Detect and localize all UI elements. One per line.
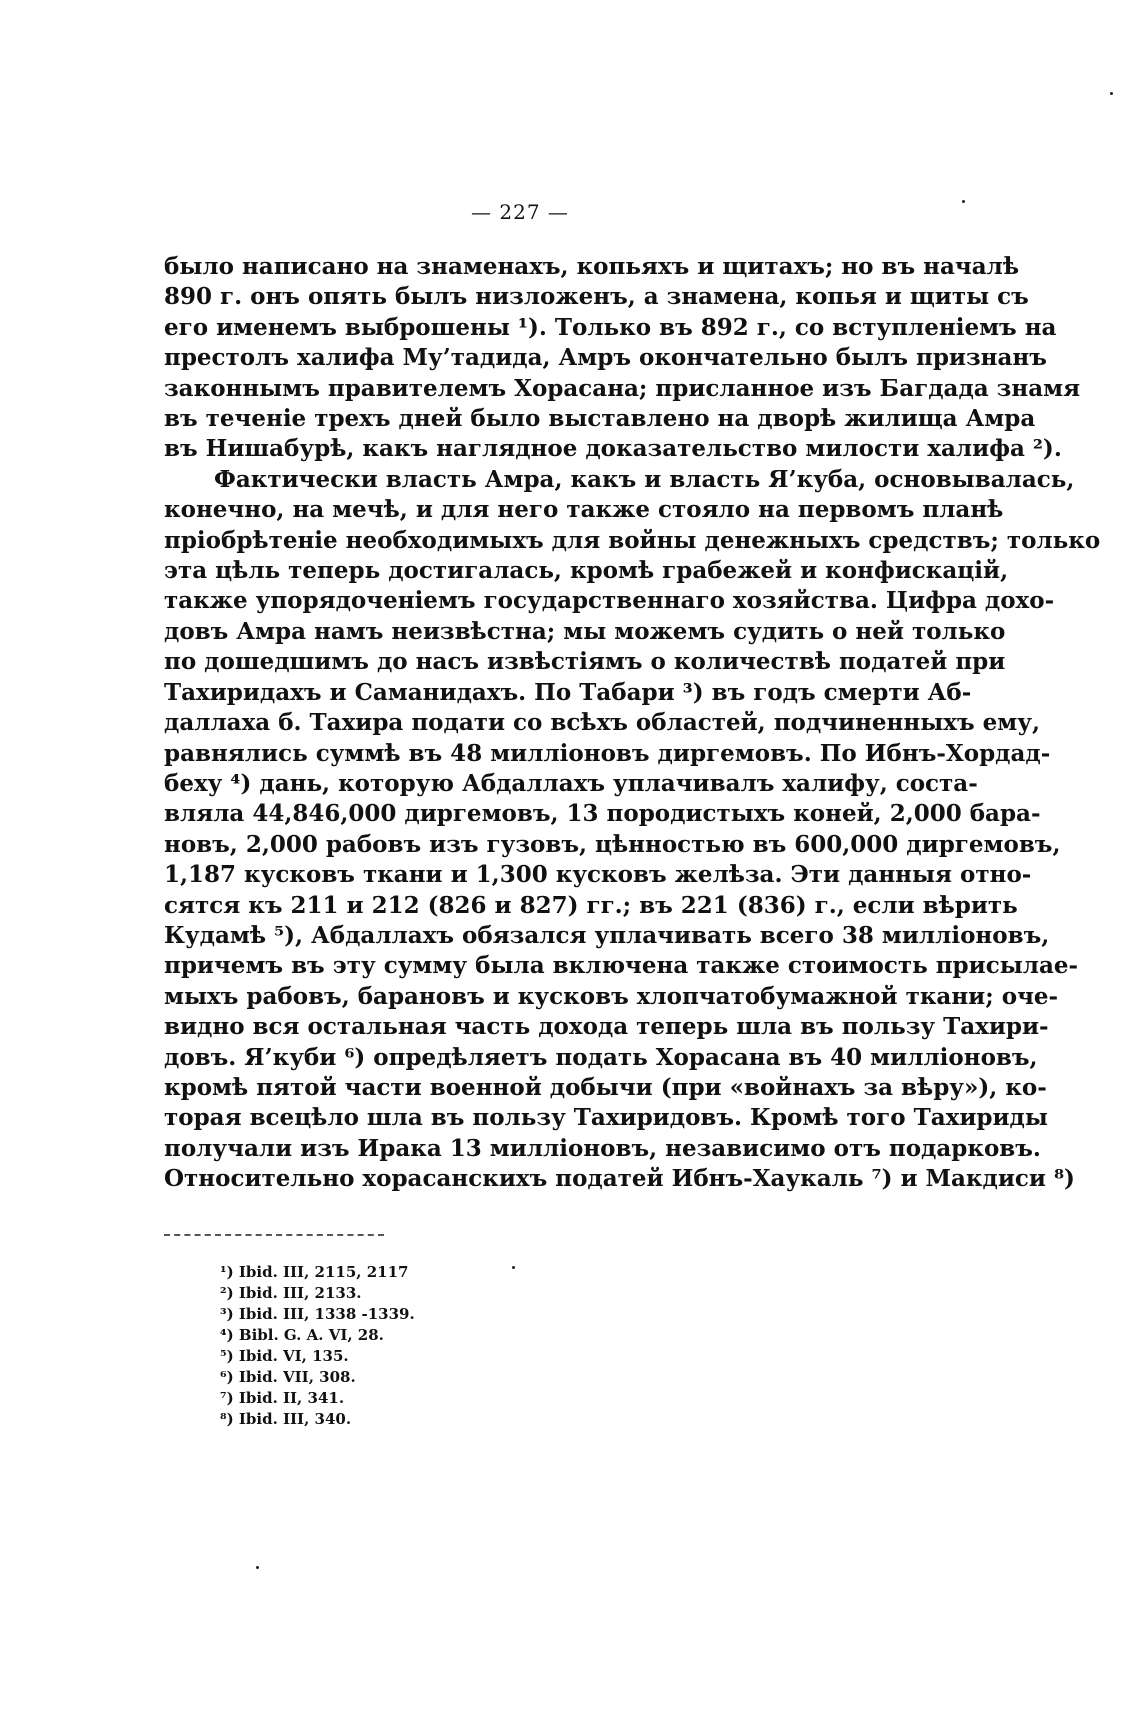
text-line: торая всецѣло шла въ пользу Тахиридовъ. Кромѣ того Тахириды [164, 1104, 1048, 1132]
text-line: 1,187 кусковъ ткани и 1,300 кусковъ желѣза. Эти данныя отно- [164, 861, 1032, 889]
text-line: кромѣ пятой части военной добычи (при «войнахъ за вѣру»), ко- [164, 1073, 1047, 1101]
text-line: конечно, на мечѣ, и для него также стояло на первомъ планѣ [164, 496, 1004, 524]
scan-speck [512, 1266, 515, 1269]
text-line: причемъ въ эту сумму была включена также стоимость присылае- [164, 952, 1079, 980]
text-line: видно вся остальная часть дохода теперь шла въ пользу Тахири- [164, 1013, 1049, 1041]
text-line: также упорядоченіемъ государственнаго хозяйства. Цифра дохо- [164, 587, 1055, 615]
text-line: Тахиридахъ и Саманидахъ. По Табари ³) въ годъ смерти Аб- [164, 678, 972, 706]
footnote: ¹) Ibid. III, 2115, 2117 [220, 1263, 409, 1281]
text-line: даллаха б. Тахира подати со всѣхъ областей, подчиненныхъ ему, [164, 709, 1040, 737]
footnote-separator [164, 1234, 384, 1236]
text-line: равнялись суммѣ въ 48 милліоновъ диргемовъ. По Ибнъ-Хордад- [164, 739, 1051, 767]
main-text [164, 252, 1101, 1195]
text-line: довъ Амра намъ неизвѣстна; мы можемъ судить о ней только [164, 617, 1006, 645]
text-line: новъ, 2,000 рабовъ изъ гузовъ, цѣнностью въ 600,000 диргемовъ, [164, 830, 1061, 858]
text-line: въ теченіе трехъ дней было выставлено на дворѣ жилища Амра [164, 405, 1036, 433]
text-line: по дошедшимъ до насъ извѣстіямъ о количествѣ податей при [164, 648, 1006, 676]
text-line: въ Нишабурѣ, какъ наглядное доказательство милости халифа ²). [164, 435, 1062, 463]
text-line: довъ. Я’куби ⁶) опредѣляетъ подать Хорасана въ 40 милліоновъ, [164, 1043, 1038, 1071]
text-line: законнымъ правителемъ Хорасана; присланное изъ Багдада знамя [164, 374, 1081, 402]
footnotes [220, 1262, 620, 1430]
text-line: его именемъ выброшены ¹). Только въ 892 г., со вступленіемъ на [164, 313, 1057, 341]
scan-speck [962, 200, 965, 203]
text-line: эта цѣль теперь достигалась, кромѣ грабежей и конфискацій, [164, 557, 1009, 585]
text-line: мыхъ рабовъ, барановъ и кусковъ хлопчатобумажной ткани; оче- [164, 982, 1059, 1010]
footnote: ⁸) Ibid. III, 340. [220, 1410, 352, 1428]
footnote: ⁴) Bibl. G. A. VI, 28. [220, 1326, 384, 1344]
scan-speck [256, 1566, 259, 1569]
footnote: ⁶) Ibid. VII, 308. [220, 1368, 356, 1386]
footnote: ⁵) Ibid. VI, 135. [220, 1347, 349, 1365]
text-line: Кудамѣ ⁵), Абдаллахъ обязался уплачивать всего 38 милліоновъ, [164, 921, 1050, 949]
text-line: получали изъ Ирака 13 милліоновъ, независимо отъ подарковъ. [164, 1134, 1041, 1162]
footnote: ³) Ibid. III, 1338 -1339. [220, 1305, 415, 1323]
text-line: вляла 44,846,000 диргемовъ, 13 породистыхъ коней, 2,000 бара- [164, 800, 1041, 828]
text-line: сятся къ 211 и 212 (826 и 827) гг.; въ 221 (836) г., если вѣрить [164, 891, 1018, 919]
text-line: пріобрѣтеніе необходимыхъ для войны денежныхъ средствъ; только [164, 526, 1101, 554]
text-line: было написано на знаменахъ, копьяхъ и щитахъ; но въ началѣ [164, 253, 1020, 280]
footnote: ⁷) Ibid. II, 341. [220, 1389, 345, 1407]
text-line: престолъ халифа Му’тадида, Амръ окончательно былъ признанъ [164, 344, 1047, 372]
paragraph-2 [164, 465, 1101, 1195]
text-line: беху ⁴) дань, которую Абдаллахъ уплачивалъ халифу, соста- [164, 769, 978, 797]
paragraph-1 [164, 252, 1081, 465]
scan-speck [1110, 92, 1113, 95]
text-line: Относительно хорасанскихъ податей Ибнъ-Хаукаль ⁷) и Макдиси ⁸) [164, 1165, 1075, 1193]
text-line: 890 г. онъ опять былъ низложенъ, а знамена, копья и щиты съ [164, 283, 1029, 311]
text-line: Фактически власть Амра, какъ и власть Я’куба, основывалась, [214, 465, 1075, 493]
footnote: ²) Ibid. III, 2133. [220, 1284, 362, 1302]
page-number: — 227 — [471, 200, 569, 224]
